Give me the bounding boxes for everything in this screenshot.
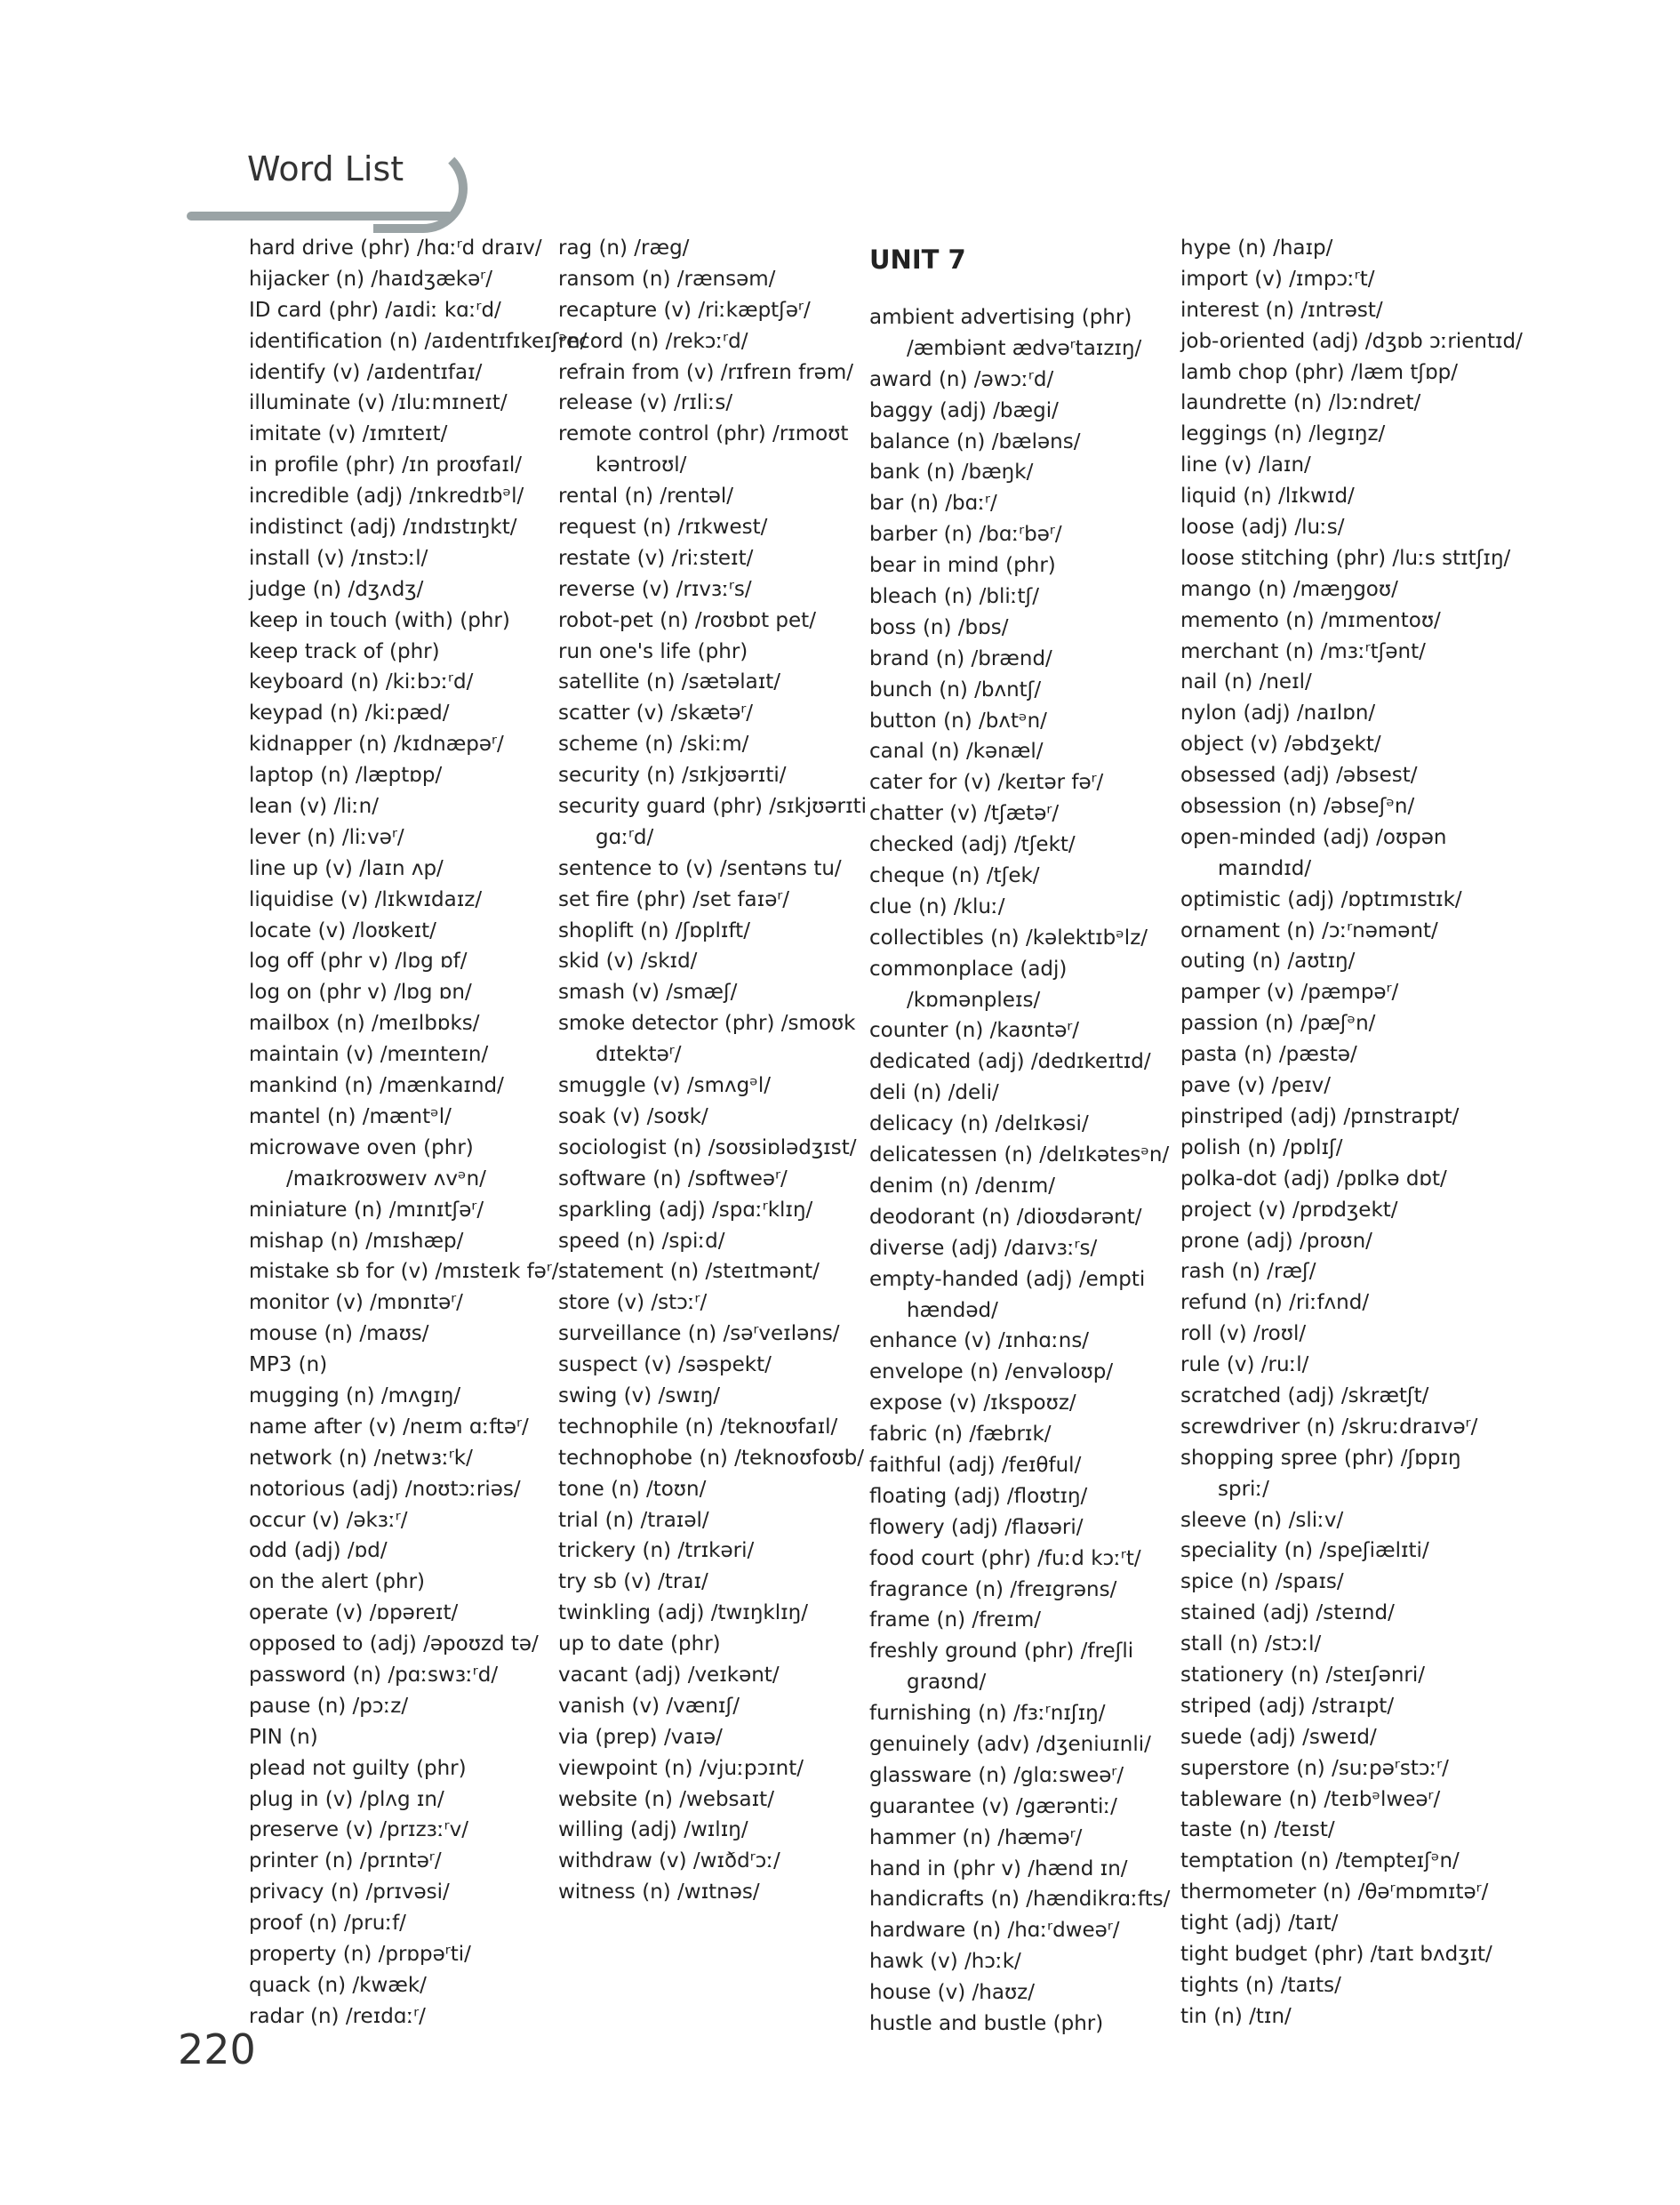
word-entry: request (n) /rɪkwest/ [558, 516, 768, 540]
word-entry: glassware (n) /glɑːsweəʳ/ [869, 1763, 1124, 1787]
word-entry: roll (v) /roʊl/ [1180, 1322, 1307, 1346]
word-entry: open-minded (adj) /oʊpən [1180, 825, 1447, 849]
word-entry: PIN (n) [249, 1725, 318, 1749]
word-entry: memento (n) /mɪmentoʊ/ [1180, 608, 1441, 632]
spacer [869, 281, 1163, 302]
word-entry: via (prep) /vaɪə/ [558, 1725, 723, 1749]
word-entry: bleach (n) /bliːtʃ/ [869, 585, 1039, 609]
word-entry: sleeve (n) /sliːv/ [1180, 1508, 1344, 1532]
word-entry: canal (n) /kənæl/ [869, 740, 1044, 764]
word-entry: liquidise (v) /lɪkwɪdaɪz/ [249, 887, 483, 911]
word-entry: empty-handed (adj) /empti [869, 1267, 1146, 1291]
word-entry: cater for (v) /keɪtər fəʳ/ [869, 771, 1104, 795]
word-entry: taste (n) /teɪst/ [1180, 1818, 1335, 1842]
word-entry: chatter (v) /tʃætəʳ/ [869, 802, 1060, 826]
word-entry: log on (phr v) /lɒg ɒn/ [249, 981, 472, 1005]
word-entry: restate (v) /riːsteɪt/ [558, 546, 754, 570]
word-entry: identification (n) /aɪdentɪfɪkeɪʃᵊn/ [249, 329, 588, 353]
word-entry: up to date (phr) [558, 1632, 721, 1656]
word-entry: floating (adj) /floʊtɪŋ/ [869, 1484, 1088, 1508]
word-entry: keep in touch (with) (phr) [249, 608, 510, 632]
word-entry: house (v) /haʊz/ [869, 1981, 1035, 2005]
word-entry: vanish (v) /vænɪʃ/ [558, 1694, 740, 1718]
word-entry: keyboard (n) /kiːbɔːʳd/ [249, 670, 474, 694]
word-entry: trial (n) /traɪəl/ [558, 1508, 709, 1532]
word-entry: refrain from (v) /rɪfreɪn frəm/ [558, 360, 853, 384]
word-entry: prone (adj) /proʊn/ [1180, 1229, 1372, 1253]
word-entry: interest (n) /ɪntrəst/ [1180, 298, 1383, 322]
word-entry: deodorant (n) /dioʊdərənt/ [869, 1205, 1142, 1229]
word-entry: notorious (adj) /noʊtɔːriəs/ [249, 1477, 521, 1501]
word-entry: identify (v) /aɪdentɪfaɪ/ [249, 360, 483, 384]
word-entry: pinstriped (adj) /pɪnstraɪpt/ [1180, 1104, 1460, 1128]
word-entry: lamb chop (phr) /læm tʃɒp/ [1180, 360, 1459, 384]
word-entry: security (n) /sɪkjʊərɪti/ [558, 764, 787, 788]
word-entry: surveillance (n) /səʳveɪləns/ [558, 1322, 840, 1346]
word-entry: locate (v) /loʊkeɪt/ [249, 918, 436, 942]
word-entry: run one's life (phr) [558, 639, 748, 663]
word-column-1 [249, 233, 588, 2033]
word-entry: line up (v) /laɪn ʌp/ [249, 856, 444, 880]
word-entry: technophile (n) /teknoʊfaɪl/ [558, 1415, 838, 1439]
word-entry: scratched (adj) /skrætʃt/ [1180, 1383, 1429, 1407]
word-entry: rag (n) /ræg/ [558, 237, 690, 260]
word-entry-continuation: /æmbiənt ædvəʳtaɪzɪŋ/ [907, 336, 1142, 360]
word-entry: laundrette (n) /lɔːndret/ [1180, 391, 1421, 415]
word-entry: pamper (v) /pæmpəʳ/ [1180, 981, 1399, 1005]
word-entry: illuminate (v) /ɪluːmɪneɪt/ [249, 391, 508, 415]
word-entry: delicatessen (n) /delɪkətesᵊn/ [869, 1143, 1170, 1167]
word-entry: baggy (adj) /bægi/ [869, 398, 1059, 422]
word-entry: opposed to (adj) /əpoʊzd tə/ [249, 1632, 539, 1656]
word-entry: viewpoint (n) /vjuːpɔɪnt/ [558, 1756, 804, 1780]
word-entry: spice (n) /spaɪs/ [1180, 1570, 1344, 1594]
unit-heading: UNIT 7 [869, 245, 966, 275]
word-entry: shoplift (n) /ʃɒplɪft/ [558, 918, 750, 942]
word-entry: hard drive (phr) /hɑːʳd draɪv/ [249, 237, 542, 260]
word-entry: boss (n) /bɒs/ [869, 615, 1009, 639]
word-entry: reverse (v) /rɪvɜːʳs/ [558, 577, 752, 601]
word-column-2 [558, 233, 868, 1908]
page-title: Word List [247, 149, 404, 188]
word-entry: property (n) /prɒpəʳti/ [249, 1942, 471, 1966]
word-column-3 [869, 233, 1171, 2040]
word-entry: polish (n) /pɒlɪʃ/ [1180, 1135, 1343, 1159]
word-entry: suede (adj) /sweɪd/ [1180, 1725, 1377, 1749]
word-entry: network (n) /netwɜːʳk/ [249, 1446, 473, 1470]
word-entry: clue (n) /kluː/ [869, 894, 1005, 918]
word-entry: trickery (n) /trɪkəri/ [558, 1539, 755, 1563]
word-entry: imitate (v) /ɪmɪteɪt/ [249, 422, 448, 446]
word-entry-continuation: dɪtektəʳ/ [596, 1043, 682, 1067]
word-entry: import (v) /ɪmpɔːʳt/ [1180, 267, 1375, 291]
word-entry: miniature (n) /mɪnɪtʃəʳ/ [249, 1198, 484, 1222]
word-entry: scheme (n) /skiːm/ [558, 733, 749, 757]
word-entry: smoke detector (phr) /smoʊk [558, 1012, 856, 1036]
word-entry: microwave oven (phr) [249, 1135, 474, 1159]
word-entry: line (v) /laɪn/ [1180, 453, 1311, 477]
word-entry: ornament (n) /ɔːʳnəmənt/ [1180, 918, 1438, 942]
word-entry: robot-pet (n) /roʊbɒt pet/ [558, 608, 816, 632]
word-entry-continuation: kəntroʊl/ [596, 453, 687, 477]
word-entry: button (n) /bʌtᵊn/ [869, 709, 1047, 733]
word-entry: award (n) /əwɔːʳd/ [869, 367, 1054, 391]
word-entry: hype (n) /haɪp/ [1180, 237, 1333, 260]
word-entry: name after (v) /neɪm ɑːftəʳ/ [249, 1415, 529, 1439]
word-entry: envelope (n) /envəloʊp/ [869, 1360, 1114, 1384]
word-entry: swing (v) /swɪŋ/ [558, 1383, 720, 1407]
word-entry: object (v) /əbdʒekt/ [1180, 733, 1381, 757]
word-entry-continuation: spriː/ [1218, 1477, 1269, 1501]
word-entry: faithful (adj) /feɪθful/ [869, 1453, 1082, 1477]
word-entry: hawk (v) /hɔːk/ [869, 1950, 1021, 1974]
word-entry: superstore (n) /suːpəʳstɔːʳ/ [1180, 1756, 1449, 1780]
word-entry-continuation: gɑːʳd/ [596, 825, 654, 849]
word-entry: suspect (v) /səspekt/ [558, 1353, 772, 1377]
word-entry: leggings (n) /legɪŋz/ [1180, 422, 1386, 446]
word-entry: password (n) /pɑːswɜːʳd/ [249, 1663, 499, 1687]
word-entry: witness (n) /wɪtnəs/ [558, 1880, 760, 1904]
word-entry: flowery (adj) /flaʊəri/ [869, 1515, 1084, 1539]
word-entry: rental (n) /rentəl/ [558, 485, 734, 509]
word-entry: judge (n) /dʒʌdʒ/ [249, 577, 424, 601]
word-entry: proof (n) /pruːf/ [249, 1912, 406, 1936]
word-entry: smash (v) /smæʃ/ [558, 981, 738, 1005]
word-entry: willing (adj) /wɪlɪŋ/ [558, 1818, 748, 1842]
word-entry: sentence to (v) /sentəns tu/ [558, 856, 842, 880]
word-entry: smuggle (v) /smʌgᵊl/ [558, 1074, 771, 1098]
word-entry: ransom (n) /rænsəm/ [558, 267, 776, 291]
word-entry: rule (v) /ruːl/ [1180, 1353, 1309, 1377]
word-entry: nail (n) /neɪl/ [1180, 670, 1312, 694]
word-entry: mailbox (n) /meɪlbɒks/ [249, 1012, 480, 1036]
word-entry: merchant (n) /mɜːʳtʃənt/ [1180, 639, 1426, 663]
word-entry: try sb (v) /traɪ/ [558, 1570, 708, 1594]
word-entry: privacy (n) /prɪvəsi/ [249, 1880, 450, 1904]
word-entry: monitor (v) /mɒnɪtəʳ/ [249, 1291, 463, 1315]
word-entry: pasta (n) /pæstə/ [1180, 1043, 1357, 1067]
word-entry: laptop (n) /læptɒp/ [249, 764, 443, 788]
word-entry: guarantee (v) /gærəntiː/ [869, 1794, 1117, 1818]
word-entry: vacant (adj) /veɪkənt/ [558, 1663, 780, 1687]
word-entry: kidnapper (n) /kɪdnæpəʳ/ [249, 733, 504, 757]
word-entry: dedicated (adj) /dedɪkeɪtɪd/ [869, 1050, 1151, 1074]
word-entry: furnishing (n) /fɜːʳnɪʃɪŋ/ [869, 1702, 1106, 1726]
word-entry: in profile (phr) /ɪn proʊfaɪl/ [249, 453, 523, 477]
word-entry: barber (n) /bɑːʳbəʳ/ [869, 523, 1062, 547]
word-entry: freshly ground (phr) /freʃli [869, 1640, 1134, 1664]
word-entry-continuation: /maɪkroʊweɪv ʌvᵊn/ [286, 1167, 486, 1191]
word-entry: pause (n) /pɔːz/ [249, 1694, 409, 1718]
word-entry: keep track of (phr) [249, 639, 440, 663]
word-entry: sociologist (n) /soʊsiɒlədʒɪst/ [558, 1135, 857, 1159]
word-entry-continuation: maɪndɪd/ [1218, 856, 1312, 880]
word-entry: genuinely (adv) /dʒeniuɪnli/ [869, 1732, 1151, 1756]
word-entry: security guard (phr) /sɪkjʊərɪti [558, 795, 868, 819]
word-entry: hand in (phr v) /hænd ɪn/ [869, 1856, 1128, 1880]
word-entry: pave (v) /peɪv/ [1180, 1074, 1332, 1098]
word-entry: counter (n) /kaʊntəʳ/ [869, 1019, 1080, 1043]
word-entry: hijacker (n) /haɪdʒækəʳ/ [249, 267, 492, 291]
word-entry: satellite (n) /sætəlaɪt/ [558, 670, 781, 694]
word-entry: mugging (n) /mʌgɪŋ/ [249, 1383, 461, 1407]
word-entry: frame (n) /freɪm/ [869, 1608, 1041, 1632]
word-entry: cheque (n) /tʃek/ [869, 864, 1040, 888]
word-entry: mango (n) /mæŋgoʊ/ [1180, 577, 1398, 601]
word-entry-continuation: /kɒmənpleɪs/ [907, 988, 1041, 1012]
word-column-4 [1180, 233, 1523, 2033]
word-entry: tin (n) /tɪn/ [1180, 2004, 1292, 2028]
word-entry: recapture (v) /riːkæptʃəʳ/ [558, 298, 811, 322]
word-entry: statement (n) /steɪtmənt/ [558, 1260, 820, 1284]
word-entry: mankind (n) /mænkaɪnd/ [249, 1074, 504, 1098]
word-entry: release (v) /rɪliːs/ [558, 391, 733, 415]
word-entry: maintain (v) /meɪnteɪn/ [249, 1043, 489, 1067]
word-entry: brand (n) /brænd/ [869, 646, 1052, 670]
word-entry: mantel (n) /mæntᵊl/ [249, 1104, 452, 1128]
word-entry: bear in mind (phr) [869, 554, 1056, 578]
word-entry: plead not guilty (phr) [249, 1756, 467, 1780]
word-entry: nylon (adj) /naɪlɒn/ [1180, 702, 1376, 726]
word-entry: optimistic (adj) /ɒptɪmɪstɪk/ [1180, 887, 1462, 911]
word-entry: striped (adj) /straɪpt/ [1180, 1694, 1395, 1718]
word-entry: technophobe (n) /teknoʊfoʊb/ [558, 1446, 865, 1470]
word-entry: passion (n) /pæʃᵊn/ [1180, 1012, 1376, 1036]
word-entry: obsessed (adj) /əbsest/ [1180, 764, 1418, 788]
word-entry: software (n) /sɒftweəʳ/ [558, 1167, 788, 1191]
word-entry: screwdriver (n) /skruːdraɪvəʳ/ [1180, 1415, 1478, 1439]
word-entry: loose stitching (phr) /luːs stɪtʃɪŋ/ [1180, 546, 1511, 570]
word-entry: liquid (n) /lɪkwɪd/ [1180, 485, 1355, 509]
word-entry: ambient advertising (phr) [869, 306, 1132, 329]
word-entry: rash (n) /ræʃ/ [1180, 1260, 1316, 1284]
word-entry: plug in (v) /plʌg ɪn/ [249, 1787, 444, 1811]
word-entry: stationery (n) /steɪʃənri/ [1180, 1663, 1426, 1687]
word-entry: sparkling (adj) /spɑːʳklɪŋ/ [558, 1198, 813, 1222]
word-entry: thermometer (n) /θəʳmɒmɪtəʳ/ [1180, 1880, 1489, 1904]
word-entry: tights (n) /taɪts/ [1180, 1973, 1341, 1997]
word-entry: fabric (n) /fæbrɪk/ [869, 1423, 1052, 1447]
word-entry: handicrafts (n) /hændikrɑːfts/ [869, 1888, 1171, 1912]
word-entry: odd (adj) /ɒd/ [249, 1539, 388, 1563]
word-entry: diverse (adj) /daɪvɜːʳs/ [869, 1236, 1098, 1260]
word-entry: twinkling (adj) /twɪŋklɪŋ/ [558, 1601, 809, 1625]
word-entry: speed (n) /spiːd/ [558, 1229, 725, 1253]
word-entry: polka-dot (adj) /pɒlkə dɒt/ [1180, 1167, 1447, 1191]
word-entry: temptation (n) /tempteɪʃᵊn/ [1180, 1849, 1460, 1873]
word-entry: denim (n) /denɪm/ [869, 1174, 1056, 1198]
word-entry: outing (n) /aʊtɪŋ/ [1180, 950, 1356, 974]
word-entry: tone (n) /toʊn/ [558, 1477, 707, 1501]
word-entry: refund (n) /riːfʌnd/ [1180, 1291, 1370, 1315]
word-entry: MP3 (n) [249, 1353, 328, 1377]
page-number: 220 [178, 2025, 256, 2073]
word-entry: store (v) /stɔːʳ/ [558, 1291, 708, 1315]
word-entry: lean (v) /liːn/ [249, 795, 379, 819]
word-entry: bank (n) /bæŋk/ [869, 461, 1034, 485]
word-entry: food court (phr) /fuːd kɔːʳt/ [869, 1546, 1141, 1570]
word-entry: tight budget (phr) /taɪt bʌdʒɪt/ [1180, 1942, 1492, 1966]
word-entry: radar (n) /reɪdɑːʳ/ [249, 2004, 426, 2028]
word-entry: hustle and bustle (phr) [869, 2011, 1104, 2035]
word-entry: ID card (phr) /aɪdiː kɑːʳd/ [249, 298, 501, 322]
word-entry: withdraw (v) /wɪðdʳɔː/ [558, 1849, 780, 1873]
word-entry: occur (v) /əkɜːʳ/ [249, 1508, 408, 1532]
word-entry: log off (phr v) /lɒg ɒf/ [249, 950, 468, 974]
word-entry: remote control (phr) /rɪmoʊt [558, 422, 849, 446]
word-entry: mishap (n) /mɪshæp/ [249, 1229, 464, 1253]
word-entry: tableware (n) /teɪbᵊlweəʳ/ [1180, 1787, 1441, 1811]
word-entry: website (n) /websaɪt/ [558, 1787, 774, 1811]
word-entry: bunch (n) /bʌntʃ/ [869, 678, 1042, 702]
word-entry: shopping spree (phr) /ʃɒpɪŋ [1180, 1446, 1461, 1470]
word-entry: tight (adj) /taɪt/ [1180, 1912, 1339, 1936]
word-entry: project (v) /prɒdʒekt/ [1180, 1198, 1398, 1222]
word-entry: bar (n) /bɑːʳ/ [869, 492, 997, 516]
word-entry: install (v) /ɪnstɔːl/ [249, 546, 428, 570]
word-entry: hardware (n) /hɑːʳdweəʳ/ [869, 1919, 1120, 1943]
word-entry: mouse (n) /maʊs/ [249, 1322, 429, 1346]
word-entry: deli (n) /deli/ [869, 1081, 999, 1105]
word-entry: checked (adj) /tʃekt/ [869, 833, 1076, 857]
word-entry: incredible (adj) /ɪnkredɪbᵊl/ [249, 485, 524, 509]
word-entry: indistinct (adj) /ɪndɪstɪŋkt/ [249, 516, 517, 540]
word-entry: fragrance (n) /freɪgrəns/ [869, 1577, 1117, 1601]
word-entry-continuation: graʊnd/ [907, 1671, 987, 1695]
word-entry: speciality (n) /speʃiælɪti/ [1180, 1539, 1429, 1563]
word-entry: job-oriented (adj) /dʒɒb ɔːrientɪd/ [1180, 329, 1523, 353]
word-entry: stained (adj) /steɪnd/ [1180, 1601, 1395, 1625]
word-entry: operate (v) /ɒpəreɪt/ [249, 1601, 459, 1625]
word-entry: record (n) /rekɔːʳd/ [558, 329, 748, 353]
word-entry: soak (v) /soʊk/ [558, 1104, 708, 1128]
word-entry: quack (n) /kwæk/ [249, 1973, 427, 1997]
word-entry: keypad (n) /kiːpæd/ [249, 702, 450, 726]
word-entry: obsession (n) /əbseʃᵊn/ [1180, 795, 1415, 819]
word-entry: balance (n) /bæləns/ [869, 429, 1081, 453]
word-entry: enhance (v) /ɪnhɑːns/ [869, 1329, 1090, 1353]
word-entry: printer (n) /prɪntəʳ/ [249, 1849, 442, 1873]
word-entry: loose (adj) /luːs/ [1180, 516, 1345, 540]
word-entry: set fire (phr) /set faɪəʳ/ [558, 887, 790, 911]
word-entry: stall (n) /stɔːl/ [1180, 1632, 1322, 1656]
word-entry: skid (v) /skɪd/ [558, 950, 698, 974]
word-entry: collectibles (n) /kəlektɪbᵊlz/ [869, 926, 1148, 950]
word-entry: expose (v) /ɪkspoʊz/ [869, 1391, 1076, 1415]
word-entry-continuation: hændəd/ [907, 1298, 998, 1322]
word-entry: commonplace (adj) [869, 957, 1068, 981]
word-entry: hammer (n) /hæməʳ/ [869, 1825, 1083, 1849]
word-entry: delicacy (n) /delɪkəsi/ [869, 1112, 1089, 1136]
word-entry: scatter (v) /skætəʳ/ [558, 702, 754, 726]
word-entry: preserve (v) /prɪzɜːʳv/ [249, 1818, 468, 1842]
word-entry: mistake sb for (v) /mɪsteɪk fəʳ/ [249, 1260, 559, 1284]
word-entry: on the alert (phr) [249, 1570, 426, 1594]
word-entry: lever (n) /liːvəʳ/ [249, 825, 404, 849]
